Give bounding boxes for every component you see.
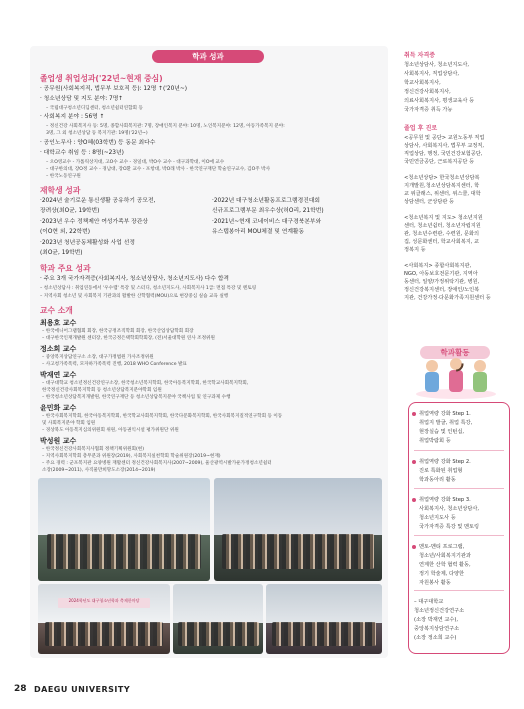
flow-divider bbox=[414, 535, 504, 536]
career-line: 정복지 등 bbox=[404, 247, 426, 253]
photo-people bbox=[45, 622, 164, 646]
flow-step-4-line: 자원봉사 활동 bbox=[419, 580, 451, 586]
photo-banner bbox=[58, 598, 150, 608]
flow-step-4-title: 멘토-멘티 프로그램, bbox=[419, 544, 465, 550]
employment-sub-2: – 정신건강 사회복지사 등: 5명, 종합사회복지관: 7명, 장애인복지 분야: 10명, 노인복지분야: 12명, 아동가족복지 분야: bbox=[46, 124, 285, 129]
photo-people bbox=[47, 534, 202, 569]
flow-step-1-title: 취업역량 강화 Step 1. bbox=[419, 411, 471, 417]
employment-sub-1: – 국립대구청소년디딤센터, 청소년쉼터연합회 등 bbox=[46, 106, 143, 111]
professor-4-line-b: 및 사회복지분야 학회 임원 bbox=[42, 421, 96, 426]
event-photo-5 bbox=[266, 584, 382, 654]
professor-3-line-c: – 한국청소년상담복지개발원, 한국연구재단 등 청소년상담복지분야 국책사업 및 연구과제 수행 bbox=[42, 395, 231, 400]
professor-2-line-a: – 중앙복지상담연구소 소장, 대구가정법원 가사조정위원 bbox=[42, 355, 154, 360]
award-1: ·2024년 술기로운 통신생활 공유하기 공모전, bbox=[40, 198, 156, 204]
award-3: ·2023년 청년공동체활성화 사업 선정 bbox=[40, 240, 135, 246]
institute-line: (소장 박재연 교수), bbox=[414, 617, 459, 623]
employment-line-3: · 사회복지 분야 : 56명 ↑ bbox=[40, 114, 105, 120]
flow-step-3-line: 국가자격증 특강 및 멘토링 bbox=[419, 524, 480, 530]
career-line: 지관, 건강가정·다문화가족지원센터 등 bbox=[404, 295, 491, 301]
flow-step-1-line: 취업박람회 등 bbox=[419, 438, 451, 444]
flow-step-2-title: 취업역량 강화 Step 2. bbox=[419, 459, 471, 465]
flow-step-4-line: 정기 학술제, 다양한 bbox=[419, 571, 465, 577]
professor-3-line-a: – 대구대학교 청소년정신건강연구소장, 한국청소년복지학회, 한국아동복지학회, 한국학교사회복지학회, bbox=[42, 381, 249, 386]
flow-step-3-title: 취업역량 강화 Step 3. bbox=[419, 497, 471, 503]
certificate-line-2: 사회복지사, 직업상담사, bbox=[404, 71, 460, 77]
award-3-detail: (최O균, 19학번) bbox=[40, 250, 83, 256]
career-line: <공무원 및 공단> 교원노동부 직업 bbox=[404, 135, 485, 141]
department-line-2: – 청소년상담사 : 취업연동에서 '우수랩' 특강 및 스터디, 청소년지도사, 사회복지사 1급: 면접 특강 및 멘토링 bbox=[40, 286, 257, 291]
event-photo-1 bbox=[38, 478, 210, 581]
certificates-heading: 취득 자격증 bbox=[404, 52, 436, 59]
career-line: <청소년복지 및 지도> 청소년지원 bbox=[404, 215, 483, 221]
flow-step-3-line: 사회복지사, 청소년상담사, bbox=[419, 506, 480, 512]
career-line: <사회복지> 종합사회복지관, bbox=[404, 263, 472, 269]
institute-line: (소장 정소희 교수) bbox=[414, 635, 457, 641]
professor-5-line-a: – 한국정신건강사회복지사협회 정책기획위원회(현) bbox=[42, 447, 144, 452]
professor-name-4: 윤민화 교수 bbox=[40, 404, 77, 412]
photo-people bbox=[272, 622, 376, 646]
flow-step-1-line: 현장실습 및 인턴십, bbox=[419, 429, 465, 435]
award-4-detail: 신규프로그램부문 최우수상(허O리, 21학번) bbox=[212, 208, 324, 214]
employment-line-1: · 공무원(사회복지직, 법무부 보호직 등): 12명 ↑('20년~) bbox=[40, 86, 187, 92]
professor-line-2: – 대구한의대, 장O정 교수 - 경남대, 장O환 교수 - 포항대, 박O래 박사 - 한국연구재단 학술연구교수, 김O주 박사 bbox=[46, 167, 271, 172]
professor-1-line-a: – 한국에니어그램협회 회장, 한국긍정조직학회 회장, 한국산업상담학회 회장 bbox=[42, 329, 194, 334]
photo-sky bbox=[214, 478, 382, 535]
certificate-line-3: 학교사회복지사, bbox=[404, 80, 441, 86]
certificate-line-5: 의료사회복지사, 평생교육사 등 bbox=[404, 98, 475, 104]
activities-heading: 학과활동 bbox=[440, 348, 470, 357]
professor-name-3: 박재연 교수 bbox=[40, 371, 77, 379]
professor-4-line-c: – 경상북도 아동복지심의위원회 위원, 아동권익시설 평가위원단 위원 bbox=[42, 428, 179, 433]
department-heading: 학과 주요 성과 bbox=[40, 264, 91, 273]
professor-2-line-b: – 사고청가족폭력, 모자하가족폭력 진행, 2018 WHO Conference 발표 bbox=[42, 362, 187, 367]
career-line: NGO, 아동보호전문기관, 지역아 bbox=[404, 271, 478, 277]
university-brand: DAEGU UNIVERSITY bbox=[34, 685, 131, 694]
bullet-dot bbox=[412, 460, 416, 464]
career-line: 센터, 청소년쉼터, 청소년자립지원 bbox=[404, 223, 481, 229]
award-2: ·2023년 우수 정책제안 여성가족부 장관상 bbox=[40, 219, 148, 225]
photo-caption: 2024학년도 대구청소년학과 축제한마당 bbox=[68, 598, 140, 603]
certificate-line-6: 국가자격증 취득 가능 bbox=[404, 107, 453, 113]
student-awards-heading: 재학생 성과 bbox=[40, 186, 81, 195]
faculty-heading: 교수 소개 bbox=[40, 306, 73, 315]
professor-5-line-b: – 지역사회복지학회 총무분과 위원장(2019), 사회복지실천학회 학술위원장(2019~현재) bbox=[42, 454, 221, 459]
professor-5-line-c: – 주요 경력 : 군포복지관 요양병원 재활센터 정신건강사회복지사(2007~2009), 울산광역시발가운가정청소년쉼터 bbox=[42, 461, 272, 466]
award-5-detail: 유스탭봉아리 MOU체결 및 연계활동 bbox=[212, 229, 305, 235]
award-2-detail: (이O현 외, 22학번) bbox=[40, 229, 90, 235]
career-line: 집, 성문화센터, 학교사회복지, 교 bbox=[404, 239, 480, 245]
institute-line: – 대구대학교 bbox=[414, 599, 444, 605]
institute-line: 중앙복지상담연구소 bbox=[414, 626, 460, 632]
photo-people bbox=[178, 622, 259, 646]
section-title: 학과 성과 bbox=[192, 52, 224, 61]
career-line: 상담사, 사회복지사, 법무부 교정직, bbox=[404, 143, 485, 149]
award-4: ·2022년 대구청소년활동프로그램경진대회 bbox=[212, 198, 321, 204]
photo-sky bbox=[173, 584, 263, 623]
flow-step-2-line: 진로 특화된 취업형 bbox=[419, 468, 463, 474]
photo-people bbox=[222, 534, 373, 569]
flow-step-4-line: 청소년/사회복지기관과 bbox=[419, 553, 471, 559]
award-5: ·2021년~현재 코네이비스 대구경북본부와 bbox=[212, 219, 322, 225]
section-title-pill bbox=[152, 50, 264, 63]
bullet-dot bbox=[412, 412, 416, 416]
event-photo-2 bbox=[214, 478, 382, 581]
department-line-1: · 주요 3개 국가자격증(사회복지사, 청소년상담사, 청소년지도사) 다수 합격 bbox=[40, 276, 230, 282]
employment-sub-3: 3명, 그 외 청소년상담 등 복지기관: 19명('22년~) bbox=[46, 131, 148, 136]
professor-name-5: 박성원 교수 bbox=[40, 437, 77, 445]
career-line: 관, 청소년수련관, 수련원, 문화의 bbox=[404, 231, 480, 237]
career-line: 직업상담, 행정, 국민건강보험공단, bbox=[404, 151, 483, 157]
professor-name-2: 정소희 교수 bbox=[40, 345, 77, 353]
employment-line-4: · 공인노무사 : 양O혜(03학번) 등 동문 최다수 bbox=[40, 140, 156, 146]
career-line: 상담센터, 군상담관 등 bbox=[404, 199, 455, 205]
bullet-dot bbox=[412, 498, 416, 502]
certificate-line-4: 정신건강사회복지사, bbox=[404, 89, 451, 95]
professor-4-line-a: – 한국사회복지학회, 한국아동복지학회, 한국학교사회복지학회, 한국다문화복지학회, 한국사회복지질적연구학회 등 이동 bbox=[42, 414, 283, 419]
bullet-dot bbox=[412, 545, 416, 549]
professor-name-1: 최용호 교수 bbox=[40, 319, 77, 327]
flow-divider bbox=[414, 488, 504, 489]
page-number: 28 bbox=[14, 684, 27, 694]
professor-1-line-b: – 대구한국인재개발원 센터장, 한국긍정은택학회학회장, (전)서울대학원 연사 조정위원 bbox=[42, 336, 215, 341]
photo-sky bbox=[266, 584, 382, 623]
employment-line-5: · 대학교수 취임 등 : 8명(~23년) bbox=[40, 150, 124, 156]
flow-divider bbox=[414, 450, 504, 451]
employment-line-2: · 청소년상담 및 지도 분야: 7명↑ bbox=[40, 96, 124, 102]
employment-heading: 졸업생 취업성과('22년~현재 중심) bbox=[40, 74, 163, 83]
career-heading: 졸업 후 진로 bbox=[404, 125, 438, 132]
professor-line-1: – 오O영교수 - 가톨릭상지대, 고O수 교수 - 경일대, 박O수 교수 - 대구과학대, 이O애 교수 bbox=[46, 160, 225, 165]
photo-sky bbox=[38, 478, 210, 535]
flow-divider bbox=[414, 590, 504, 591]
professor-line-3: – 한국노동연구원 bbox=[46, 174, 81, 179]
professor-5-line-d: 소장(2009~2011), 사직물만희망도소장(2014~2019) bbox=[42, 468, 156, 473]
career-line: 동센터, 일양/가정위탁기관, 병원, bbox=[404, 279, 480, 285]
certificate-line-1: 청소년상담사, 청소년지도사, bbox=[404, 62, 470, 68]
event-photo-4 bbox=[173, 584, 263, 654]
flow-step-3-line: 청소년지도사 등 bbox=[419, 515, 456, 521]
professor-3-line-b: 한국정신건강사회복지학회 등 청소년상담복지분야학회 임원 bbox=[42, 388, 162, 393]
department-line-3: – 지역사회 청소년 및 사회복지 기관과의 활발한 산학협력(MOU)으로 현장중심 실습 교육 실행 bbox=[40, 294, 229, 299]
event-photo-3 bbox=[38, 584, 170, 654]
flow-step-4-line: 연계한 산학 협력 활동, bbox=[419, 562, 471, 568]
career-line: 정신건강복지센터, 장애인/노인복 bbox=[404, 287, 480, 293]
career-line: 지개발원,청소년상담복지센터, 학 bbox=[404, 183, 480, 189]
flow-step-2-line: 학과동아리 활동 bbox=[419, 477, 456, 483]
students-illustration bbox=[410, 352, 502, 400]
career-line: <청소년상담> 한국청소년상담복 bbox=[404, 175, 480, 181]
flow-step-1-line: 취업지 발굴, 취업 특강, bbox=[419, 420, 473, 426]
institute-line: 청소년정신건강연구소 bbox=[414, 608, 465, 614]
career-line: 국민연금공단, 근로복지공단 등 bbox=[404, 159, 475, 165]
award-1-detail: 장려상(최O균, 19학번) bbox=[40, 208, 100, 214]
career-line: 교 위클래스, 위센터, 위스쿨, 대학 bbox=[404, 191, 481, 197]
